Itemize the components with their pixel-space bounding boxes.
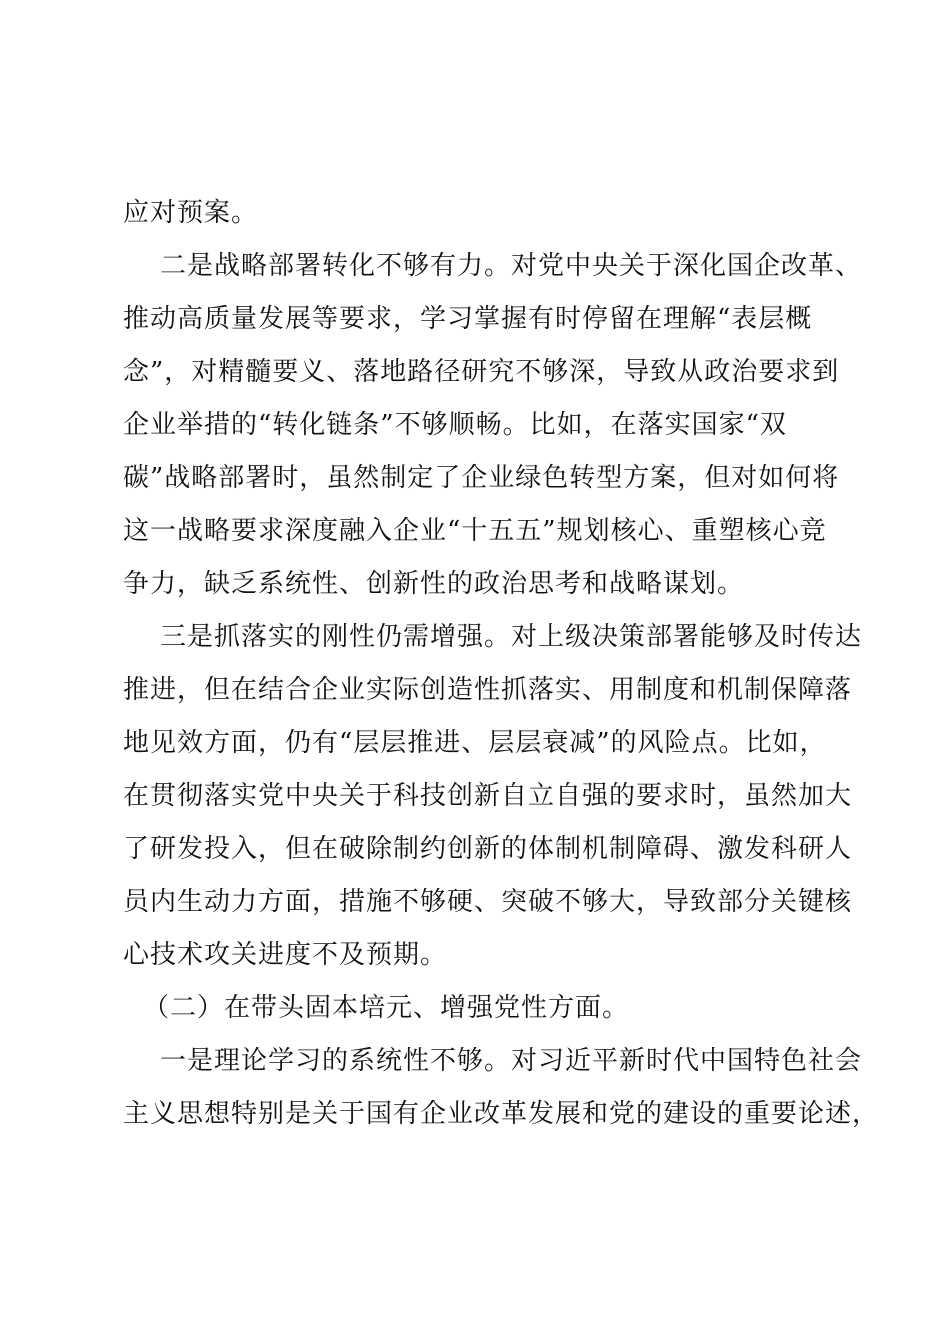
text-line: 员内生动力方面，措施不够硬、突破不够大，导致部分关键核 <box>123 887 853 917</box>
text-line: 三是抓落实的刚性仍需增强。对上级决策部署能够及时传达 <box>160 622 863 652</box>
text-line: 一是理论学习的系统性不够。对习近平新时代中国特色社会 <box>160 1046 863 1076</box>
text-line: 主义思想特别是关于国有企业改革发展和党的建设的重要论述， <box>123 1099 880 1129</box>
text-line: 念”，对精髓要义、落地路径研究不够深，导致从政治要求到 <box>123 357 840 387</box>
text-line: 碳”战略部署时，虽然制定了企业绿色转型方案，但对如何将 <box>123 463 840 493</box>
text-line: 应对预案。 <box>123 198 259 228</box>
text-line: 企业举措的“转化链条”不够顺畅。比如，在落实国家“双 <box>123 410 787 440</box>
text-line: 地见效方面，仍有“层层推进、层层衰减”的风险点。比如， <box>123 728 827 758</box>
text-line: 二是战略部署转化不够有力。对党中央关于深化国企改革、 <box>160 251 863 281</box>
text-line: 这一战略要求深度融入企业“十五五”规划核心、重塑核心竞 <box>123 516 827 546</box>
text-line: 心技术攻关进度不及预期。 <box>123 940 448 970</box>
text-line: 推进，但在结合企业实际创造性抓落实、用制度和机制保障落 <box>123 675 853 705</box>
section-heading: （二）在带头固本培元、增强党性方面。 <box>143 993 630 1023</box>
text-line: 了研发投入，但在破除制约创新的体制机制障碍、激发科研人 <box>123 834 853 864</box>
text-line: 在贯彻落实党中央关于科技创新自立自强的要求时，虽然加大 <box>123 781 853 811</box>
document-body <box>123 187 880 1141</box>
text-line: 争力，缺乏系统性、创新性的政治思考和战略谋划。 <box>123 569 745 599</box>
text-line: 推动高质量发展等要求，学习掌握有时停留在理解“表层概 <box>123 304 813 334</box>
